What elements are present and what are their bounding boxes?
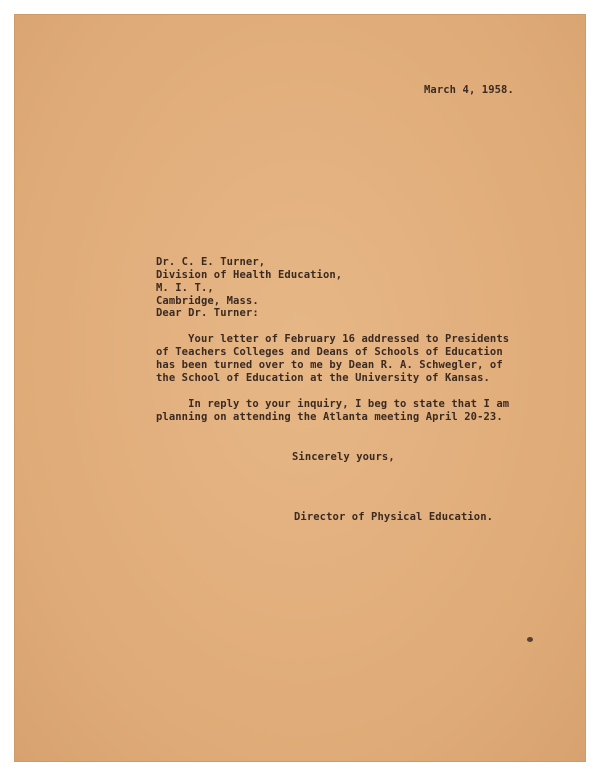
paragraph-line: has been turned over to me by Dean R. A. Schwegler, of [156,359,503,371]
recipient-address [156,256,342,308]
letter-date: March 4, 1958. [424,84,514,96]
recipient-line: Division of Health Education, [156,269,343,281]
paragraph-line: Your letter of February 16 addressed to Presidents [156,333,510,345]
letter-page [14,14,586,762]
paragraph-line: the School of Education at the University of Kansas. [156,372,490,384]
recipient-line: Dr. C. E. Turner, [156,256,266,268]
closing: Sincerely yours, [292,451,395,463]
paragraph-line: of Teachers Colleges and Deans of Schools of Education [156,346,503,358]
ink-spot [527,637,533,642]
salutation: Dear Dr. Turner: [156,307,259,319]
body-paragraph-1 [156,333,509,385]
body-paragraph-2 [156,398,509,424]
recipient-line: M. I. T., [156,282,214,294]
paragraph-line: planning on attending the Atlanta meeting April 20-23. [156,411,503,423]
recipient-line: Cambridge, Mass. [156,295,259,307]
paragraph-line: In reply to your inquiry, I beg to state that I am [156,398,510,410]
signature-title: Director of Physical Education. [294,511,494,523]
